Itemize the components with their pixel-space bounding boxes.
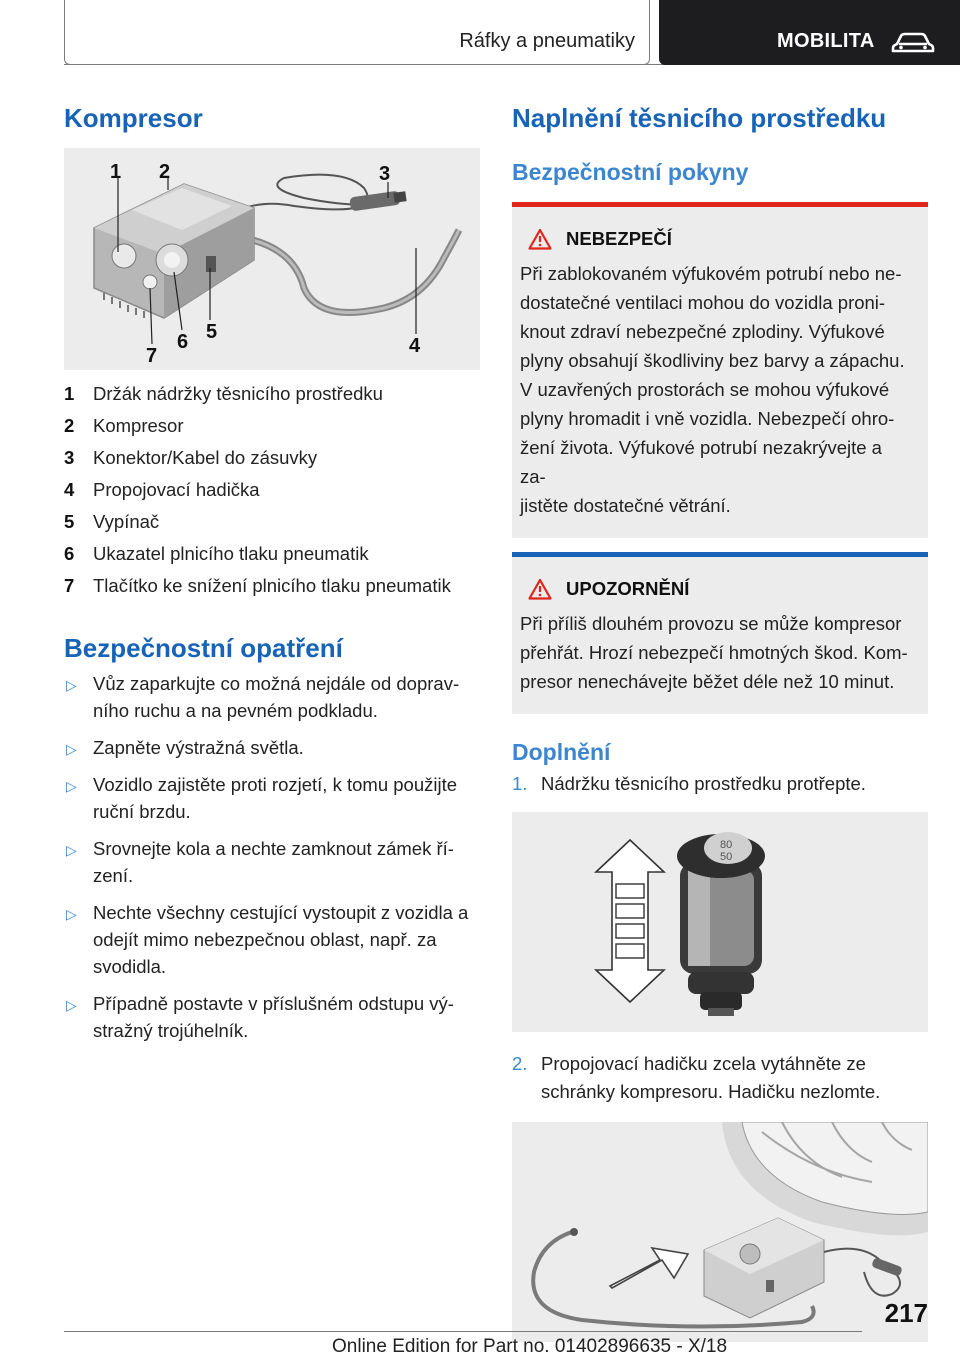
fig-label-5: 5 [206, 321, 218, 343]
steps-list-2 [512, 1050, 928, 1106]
list-item: ▷ Vůz zaparkujte co možná nejdále od doprav- ního ruchu a na pevném podkladu. [66, 673, 460, 721]
subsection-title-safety: Bezpečnostní pokyny [512, 159, 749, 185]
warning-triangle-icon [528, 578, 552, 600]
chapter-tab-label: Ráfky a pneumatiky [459, 30, 635, 52]
bullet-triangle-icon: ▷ [66, 997, 77, 1013]
list-item: ▷ Nechte všechny cestující vystoupit z vozidla a odejít mimo nebezpečnou oblast, např. za svodidla. [66, 902, 469, 977]
caution-notice [512, 552, 928, 714]
fig-label-6: 6 [177, 331, 189, 353]
compressor-illustration [64, 148, 480, 370]
list-item: ▷ Případně postavte v příslušném odstupu vý- stražný trojúhelník. [66, 993, 454, 1041]
bullet-triangle-icon: ▷ [66, 906, 77, 922]
list-item: 2 Kompresor [64, 415, 184, 436]
list-item: 4 Propojovací hadička [64, 479, 260, 500]
gauge-label-50: 50 [720, 851, 733, 863]
fig-label-2: 2 [159, 161, 171, 183]
bullet-triangle-icon: ▷ [66, 842, 77, 858]
bottle-shake-illustration [512, 812, 928, 1032]
fig-label-7: 7 [146, 345, 158, 367]
tire-compressor-figure [512, 1122, 928, 1342]
tire-compressor-illustration [512, 1122, 928, 1342]
danger-title [520, 225, 912, 253]
list-item: 2. Propojovací hadičku zcela vytáhněte ze schránky kompresoru. Hadičku nezlomte. [512, 1053, 881, 1102]
gauge-label-80: 80 [720, 839, 733, 851]
section-title-kompresor: Kompresor [64, 103, 203, 133]
caution-text: Při příliš dlouhém provozu se může kompresor přehřát. Hrozí nebezpečí hmotných škod. Kom- presor nenechávejte běžet déle než 10 minut. [520, 613, 908, 692]
section-title-filling: Naplnění těsnicího prostředku [512, 103, 887, 133]
fig-label-1: 1 [110, 161, 122, 183]
car-icon [891, 30, 935, 54]
fig-label-4: 4 [409, 335, 421, 357]
parts-list [64, 378, 480, 602]
list-item: ▷ Zapněte výstražná světla. [64, 734, 480, 761]
footer-rule [64, 1331, 862, 1332]
bullet-triangle-icon: ▷ [66, 677, 77, 693]
steps-list [512, 770, 928, 798]
caution-label: UPOZORNĚNÍ [566, 578, 690, 599]
left-column [64, 100, 480, 1054]
section-tab [659, 0, 960, 65]
compressor-figure [64, 148, 480, 370]
subsection-title-doplneni: Doplnění [512, 739, 611, 765]
footer-edition: Online Edition for Part no. 01402896635 - X/18 [332, 1336, 728, 1357]
list-item: ▷ Srovnejte kola a nechte zamknout zámek ří- zení. [66, 838, 454, 886]
danger-text: Při zablokovaném výfukovém potrubí nebo ne- dostatečné ventilaci mohou do vozidla proni- knout zdraví nebezpečné zplodiny. Výfukové plyny obsahují škodliviny bez barvy a zápachu. V uzavřených prostorách se mohou výfukové plyny hromadit i vně vozidla. Nebezpečí ohro- žení života. Výfukové potrubí nezakrývejte a za- jistěte dostatečné větrání. [520, 263, 905, 516]
page-number: 217 [884, 1298, 928, 1328]
warning-triangle-icon [528, 228, 552, 250]
caution-title [520, 575, 912, 603]
fig-label-3: 3 [379, 163, 391, 185]
bullet-triangle-icon: ▷ [66, 778, 77, 794]
section-title-safety: Bezpečnostní opatření [64, 633, 343, 663]
list-item: 7 Tlačítko ke snížení plnicího tlaku pneumatik [64, 575, 451, 596]
list-item: 6 Ukazatel plnicího tlaku pneumatik [64, 543, 369, 564]
list-item: 1. Nádržku těsnicího prostředku protřepte. [512, 773, 866, 794]
bullet-triangle-icon: ▷ [66, 741, 77, 757]
danger-label: NEBEZPEČÍ [566, 228, 672, 249]
list-item: 3 Konektor/Kabel do zásuvky [64, 447, 318, 468]
right-column [512, 100, 928, 1342]
section-tab-label: MOBILITA [777, 30, 875, 52]
danger-notice [512, 202, 928, 538]
chapter-tab [64, 0, 650, 65]
list-item: 5 Vypínač [64, 511, 160, 532]
safety-list [64, 670, 480, 1044]
bottle-figure [512, 812, 928, 1032]
list-item: 1 Držák nádržky těsnicího prostředku [64, 383, 383, 404]
list-item: ▷ Vozidlo zajistěte proti rozjetí, k tomu použijte ruční brzdu. [66, 774, 458, 822]
